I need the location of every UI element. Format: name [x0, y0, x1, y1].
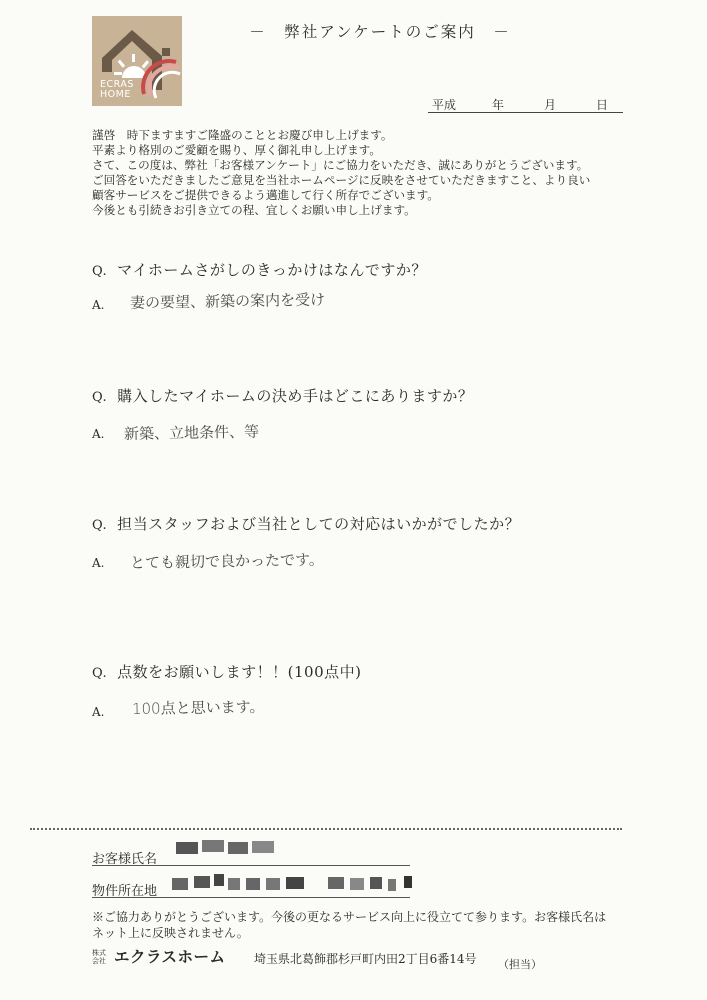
staff-label: （担当）	[498, 958, 542, 971]
company-prefix-line1: 株式	[92, 949, 106, 957]
property-location-label: 物件所在地	[92, 884, 158, 899]
question-text: マイホームさがしのきっかけはなんですか？	[117, 261, 427, 279]
question-marker: Q.	[92, 518, 108, 533]
notice-line: ネット上に反映されません。	[92, 925, 249, 940]
property-location-underline	[92, 897, 410, 898]
answer-2	[92, 422, 260, 443]
answer-text: 妻の要望、新築の案内を受け	[129, 290, 326, 312]
date-day-label: 日	[596, 98, 609, 112]
logo-wordmark	[92, 80, 182, 100]
notice-line: ※ご協力ありがとうございます。今後の更なるサービス向上に役立てて参ります。お客様氏名は	[92, 910, 607, 924]
intro-line: 謹啓 時下ますますご隆盛のこととお慶び申し上げます。	[92, 128, 393, 142]
company-address: 埼玉県北葛飾郡杉戸町内田2丁目6番14号	[254, 952, 477, 966]
answer-marker: A.	[92, 705, 105, 719]
question-text: 点数をお願いします！！(100点中)	[117, 663, 362, 681]
question-marker: Q.	[92, 666, 108, 681]
customer-name-redacted	[176, 838, 276, 860]
property-location-redacted	[172, 872, 434, 894]
intro-paragraph	[92, 128, 652, 218]
intro-line: ご回答をいただきましたご意見を当社ホームページに反映をさせていただきますこと、より良い	[92, 173, 591, 187]
answer-text: 新築、立地条件、等	[123, 422, 260, 443]
intro-line: 顧客サービスをご提供できるよう邁進して行く所存でございます。	[92, 188, 439, 202]
answer-1	[92, 290, 326, 313]
question-text: 購入したマイホームの決め手はどこにありますか？	[117, 387, 474, 405]
answer-3	[92, 550, 324, 572]
answer-4	[92, 697, 265, 720]
company-type-prefix	[92, 950, 112, 965]
question-1	[92, 259, 427, 280]
intro-line: 平素より格別のご愛顧を賜り、厚く御礼申し上げます。	[92, 143, 381, 157]
question-text: 担当スタッフおよび当社としての対応はいかがでしたか？	[117, 515, 521, 533]
question-marker: Q.	[92, 390, 108, 405]
answer-marker: A.	[92, 556, 105, 570]
question-4	[92, 661, 362, 682]
answer-text: とても親切で良かったです。	[129, 550, 324, 572]
customer-name-label: お客様氏名	[92, 852, 158, 867]
question-3	[92, 513, 520, 534]
company-prefix-line2: 会社	[92, 956, 106, 965]
answer-marker: A.	[92, 427, 105, 441]
intro-line: 今後とも引続きお引き立ての程、宜しくお願い申し上げます。	[92, 203, 416, 217]
answer-marker: A.	[92, 298, 105, 312]
date-month-label: 月	[544, 98, 557, 112]
company-name: エクラスホーム	[114, 948, 226, 966]
date-era: 平成	[432, 98, 457, 112]
date-underline	[428, 112, 623, 113]
page-title: － 弊社アンケートのご案内 －	[249, 23, 511, 41]
answer-text: 100点と思います。	[131, 697, 265, 718]
date-year-label: 年	[492, 98, 505, 112]
notice-text	[92, 910, 672, 941]
question-marker: Q.	[92, 264, 108, 279]
company-logo	[92, 16, 182, 106]
customer-name-underline	[92, 865, 410, 866]
intro-line: さて、この度は、弊社「お客様アンケート」にご協力をいただき、誠にありがとうございます。	[92, 158, 589, 172]
logo-text-line2: HOME	[100, 89, 131, 100]
logo-text-line1: ECRAS	[100, 79, 134, 90]
dotted-separator	[30, 828, 622, 830]
question-2	[92, 385, 473, 406]
